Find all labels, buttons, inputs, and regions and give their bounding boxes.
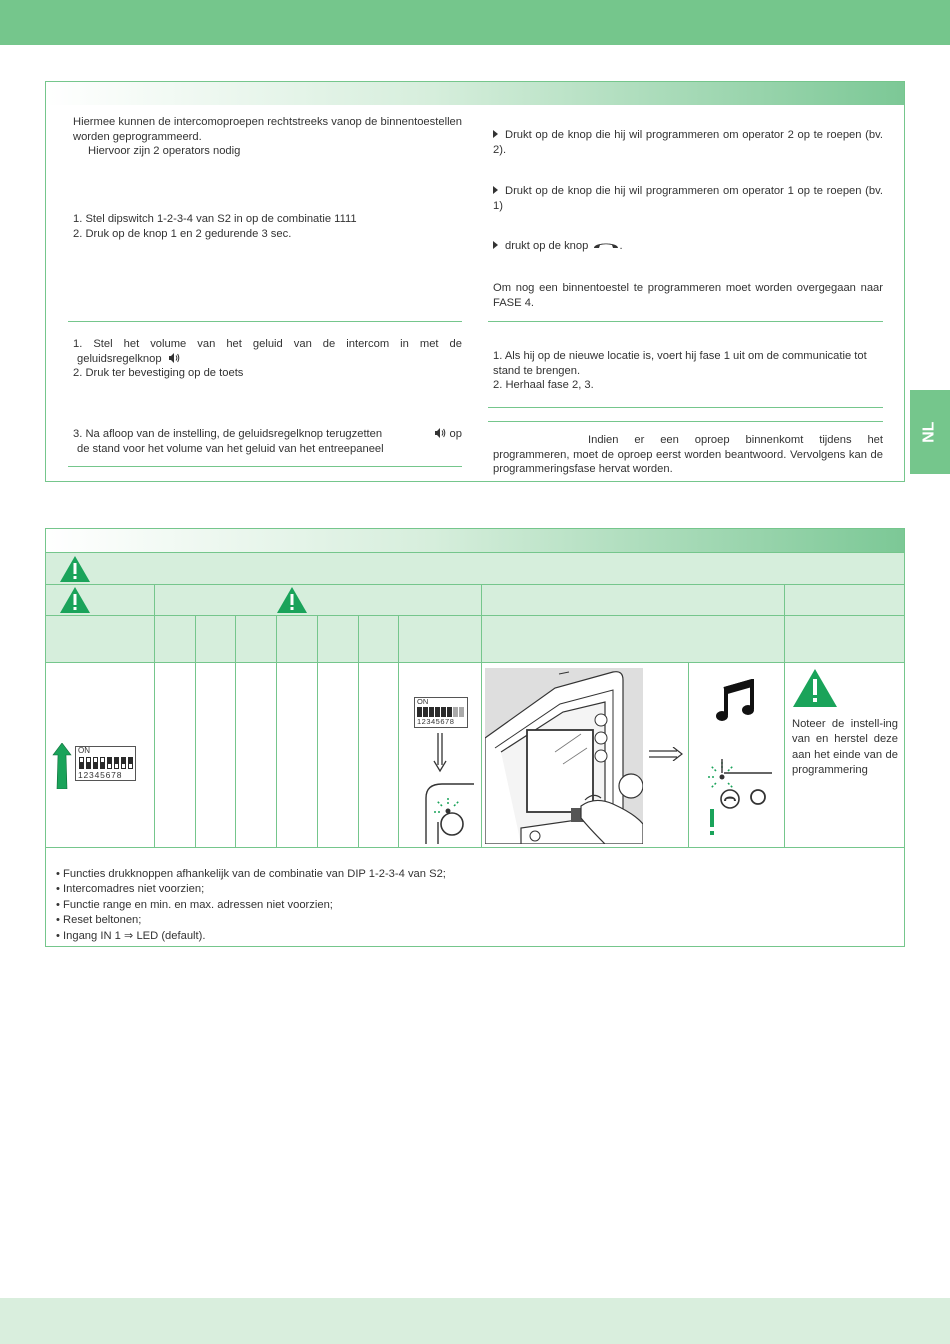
step-2: 2. Druk op de knop 1 en 2 gedurende 3 sec. bbox=[73, 227, 292, 240]
dip-on-label: ON bbox=[417, 697, 429, 706]
bullet-1 bbox=[493, 128, 883, 157]
dip-table-section bbox=[45, 528, 905, 947]
note-item: • Reset beltonen; bbox=[56, 914, 142, 927]
speaker-icon bbox=[169, 353, 180, 363]
volume-step-1-cont: geluidsregelknop bbox=[77, 352, 162, 365]
led-blink-icon bbox=[706, 759, 776, 843]
music-note-icon bbox=[716, 679, 756, 723]
button-blink-icon bbox=[418, 780, 478, 846]
divider bbox=[68, 466, 462, 467]
down-arrow-icon bbox=[432, 733, 448, 773]
bullet-1-text: Drukt op de knop die hij wil programmeren om operator 2 op te roepen (bv. 2). bbox=[493, 129, 883, 156]
language-tab[interactable] bbox=[910, 390, 950, 474]
volume-step-1: 1. Stel het volume van het geluid van de intercom in met de bbox=[73, 338, 462, 350]
speaker-icon bbox=[435, 428, 446, 438]
bullet-3-text: drukt op de knop bbox=[505, 240, 589, 252]
monitor-illustration bbox=[485, 668, 643, 844]
bullet-2 bbox=[493, 184, 883, 213]
note-item: • Functie range en min. en max. adressen niet voorzien; bbox=[56, 898, 333, 911]
warning-icon bbox=[59, 555, 91, 583]
next-phase-text: Om nog een binnentoestel te programmeren moet worden overgegaan naar FASE 4. bbox=[493, 282, 883, 309]
bullet-arrow-icon bbox=[493, 130, 498, 138]
volume-step-3-cont: de stand voor het volume van het geluid van het entreepaneel bbox=[77, 442, 384, 455]
language-tab-label: NL bbox=[920, 421, 938, 443]
videophone-device-icon bbox=[485, 668, 643, 844]
dip-numbers: 12345678 bbox=[417, 717, 455, 726]
divider bbox=[488, 321, 883, 322]
divider bbox=[488, 421, 883, 422]
location-step-2: 2. Herhaal fase 2, 3. bbox=[493, 379, 594, 391]
warning-row bbox=[46, 552, 904, 584]
table-body-row bbox=[46, 662, 904, 848]
divider bbox=[488, 407, 883, 408]
intro-text bbox=[73, 115, 462, 159]
table-header-row-2 bbox=[46, 615, 904, 662]
location-step-1: 1. Als hij op de nieuwe locatie is, voert hij fase 1 uit om de communicatie tot stand te brengen. bbox=[493, 350, 867, 377]
intro-paragraph: Hiermee kunnen de intercomoproepen rechtstreeks vanop de binnentoestellen worden geprogrammeerd. bbox=[73, 116, 462, 143]
bullet-arrow-icon bbox=[493, 186, 498, 194]
bullet-2-text: Drukt op de knop die hij wil programmeren om operator 1 op te roepen (bv. 1) bbox=[493, 185, 883, 212]
phase1-steps bbox=[73, 212, 462, 241]
volume-step-3: 3. Na afloop van de instelling, de geluidsregelknop terugzetten bbox=[73, 428, 383, 440]
dip-on-label: ON bbox=[78, 746, 90, 755]
right-arrow-icon bbox=[649, 747, 683, 761]
warning-icon bbox=[276, 586, 308, 614]
table-header-bar bbox=[46, 529, 904, 552]
phone-handset-icon bbox=[593, 240, 619, 250]
settings-notice: Noteer de instell-ing van en herstel deze aan het einde van de programmering bbox=[792, 718, 898, 776]
note-item: • Ingang IN 1 ⇒ LED (default). bbox=[56, 929, 206, 942]
volume-steps bbox=[73, 337, 462, 381]
bullet-3: drukt op de knop . bbox=[493, 239, 883, 254]
incoming-call-note: Indien er een oproep binnenkomt tijdens het programmeren, moet de oproep eerst worden beantwoord. Vervolgens kan de programmeringsfase hervat worden. bbox=[493, 434, 883, 475]
warning-icon bbox=[792, 668, 838, 708]
up-arrow-icon bbox=[52, 743, 72, 789]
section-header-bar bbox=[46, 82, 904, 105]
top-banner bbox=[0, 0, 950, 45]
volume-step-2: 2. Druk ter bevestiging op de toets bbox=[73, 367, 244, 379]
location-steps bbox=[493, 349, 883, 393]
intro-operators: Hiervoor zijn 2 operators nodig bbox=[88, 145, 241, 157]
warning-icon bbox=[59, 586, 91, 614]
bullet-arrow-icon bbox=[493, 241, 498, 249]
dip-switch-setting bbox=[75, 746, 136, 781]
note-item: • Functies drukknoppen afhankelijk van de combinatie van DIP 1-2-3-4 van S2; bbox=[56, 868, 446, 880]
note-item: • Intercomadres niet voorzien; bbox=[56, 883, 205, 896]
divider bbox=[68, 321, 462, 322]
dip-switch-levers bbox=[417, 707, 467, 717]
table-header-row-1 bbox=[46, 584, 904, 615]
volume-step-3-block bbox=[73, 427, 462, 456]
dip-switch-levers bbox=[78, 757, 134, 769]
volume-step-3-op: op bbox=[449, 428, 462, 440]
step-1: 1. Stel dipswitch 1-2-3-4 van S2 in op de combinatie 1111 bbox=[73, 213, 357, 225]
programming-section bbox=[45, 81, 905, 482]
dip-switch-action bbox=[414, 697, 468, 728]
dip-numbers: 12345678 bbox=[78, 770, 123, 780]
bottom-banner bbox=[0, 1298, 950, 1344]
feature-notes bbox=[56, 867, 446, 944]
